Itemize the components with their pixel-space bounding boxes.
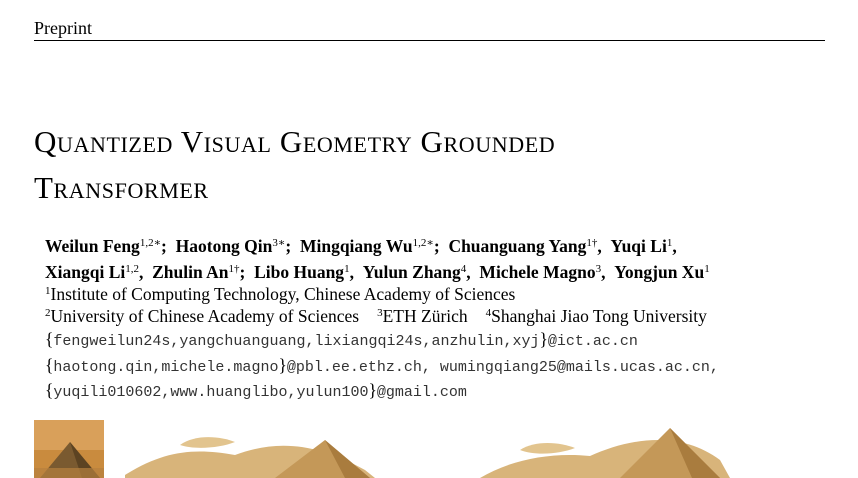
header-rule — [34, 40, 825, 41]
affiliation-line-1 — [45, 283, 855, 305]
author-name: Zhulin An — [152, 262, 229, 282]
author-name: Haotong Qin — [175, 236, 273, 256]
affiliation-3: ETH Zürich — [382, 306, 468, 326]
pyramid-pointcloud-1 — [125, 420, 375, 478]
author-affiliation-sup: 1,2 — [139, 237, 154, 249]
author — [611, 236, 677, 256]
equal-contribution-mark: ∗ — [153, 237, 162, 249]
email-domain-1: @ict.ac.cn — [547, 333, 638, 350]
author-affiliation-sup: 1 — [344, 263, 350, 275]
title-line-2: Transformer — [34, 170, 209, 205]
affiliation-sup: 2 — [45, 307, 51, 319]
author — [152, 262, 245, 282]
author-name: Weilun Feng — [45, 236, 140, 256]
author-list — [45, 233, 855, 285]
pyramid-photo-thumbnail — [34, 420, 104, 478]
equal-contribution-mark: ∗ — [426, 237, 434, 249]
pyramid-pointcloud-2 — [480, 420, 730, 478]
author-separator: ; — [433, 236, 440, 256]
author-separator: , — [466, 262, 471, 282]
email-line-2 — [45, 354, 855, 380]
author — [45, 262, 143, 282]
author — [45, 236, 167, 256]
author — [300, 236, 440, 256]
email-line-3 — [45, 379, 855, 405]
brace-close: } — [278, 354, 287, 375]
email-domain-2: @pbl.ee.ethz.ch, wumingqiang25@mails.ucas.ac.cn, — [286, 358, 719, 376]
email-users-1: fengweilun24s,yangchuanguang,lixiangqi24s,anzhulin,xyj — [53, 333, 540, 350]
affiliation-line-2 — [45, 305, 855, 327]
affiliation-sup: 3 — [377, 307, 383, 319]
title-line-1: Quantized Visual Geometry Grounded — [34, 124, 556, 159]
author — [448, 236, 601, 256]
author-separator: ; — [161, 236, 167, 256]
author-affiliation-sup: 3 — [595, 263, 602, 275]
author-separator: , — [597, 236, 602, 256]
email-users-3: yuqili010602,www.huanglibo,yulun100 — [53, 384, 369, 401]
author-affiliation-sup: 1 — [666, 237, 673, 249]
affiliation-1: Institute of Computing Technology, Chinese Academy of Sciences — [50, 284, 516, 304]
email-line-1 — [45, 328, 855, 354]
author — [254, 262, 354, 282]
author — [479, 262, 605, 282]
author-separator: ; — [285, 236, 292, 256]
author-name: Yuqi Li — [610, 236, 667, 256]
author-name: Libo Huang — [254, 262, 345, 282]
author-line-2 — [45, 259, 855, 285]
author-affiliation-sup: 1† — [228, 263, 240, 275]
author-affiliation-sup: 3 — [272, 237, 278, 249]
brace-close: } — [368, 380, 377, 400]
email-block — [45, 328, 855, 405]
author-separator: , — [139, 262, 144, 282]
author-affiliation-sup: 1,2 — [125, 263, 139, 275]
author-separator: ; — [239, 262, 246, 282]
affiliation-2: University of Chinese Academy of Sciences — [50, 306, 360, 326]
equal-contribution-mark: ∗ — [277, 237, 286, 249]
paper-title — [34, 119, 834, 211]
author-separator: , — [672, 236, 677, 256]
author-separator: , — [601, 262, 606, 282]
author — [176, 236, 292, 256]
affiliation-sup: 4 — [485, 307, 492, 319]
author-affiliation-sup: 1,2 — [412, 237, 427, 249]
brace-open: { — [45, 329, 54, 349]
author-name: Yulun Zhang — [362, 262, 461, 282]
author — [614, 262, 709, 282]
running-header: Preprint — [34, 18, 92, 38]
author-name: Yongjun Xu — [614, 262, 705, 282]
author-separator: , — [349, 262, 354, 282]
affiliation-4: Shanghai Jiao Tong University — [491, 306, 707, 326]
author-affiliation-sup: 1† — [586, 237, 598, 249]
author-affiliation-sup: 1 — [704, 263, 710, 275]
author-name: Mingqiang Wu — [299, 236, 413, 256]
author-name: Xiangqi Li — [45, 262, 126, 282]
author-line-1 — [45, 233, 855, 259]
author-name: Chuanguang Yang — [448, 236, 587, 256]
author — [363, 262, 471, 282]
brace-open: { — [45, 380, 54, 400]
author-name: Michele Magno — [479, 262, 596, 282]
brace-open: { — [45, 354, 54, 375]
author-affiliation-sup: 4 — [460, 263, 467, 275]
affiliation-sup: 1 — [45, 285, 51, 297]
email-users-2: haotong.qin,michele.magno — [53, 358, 279, 376]
email-domain-3: @gmail.com — [376, 384, 467, 401]
brace-close: } — [539, 329, 548, 349]
